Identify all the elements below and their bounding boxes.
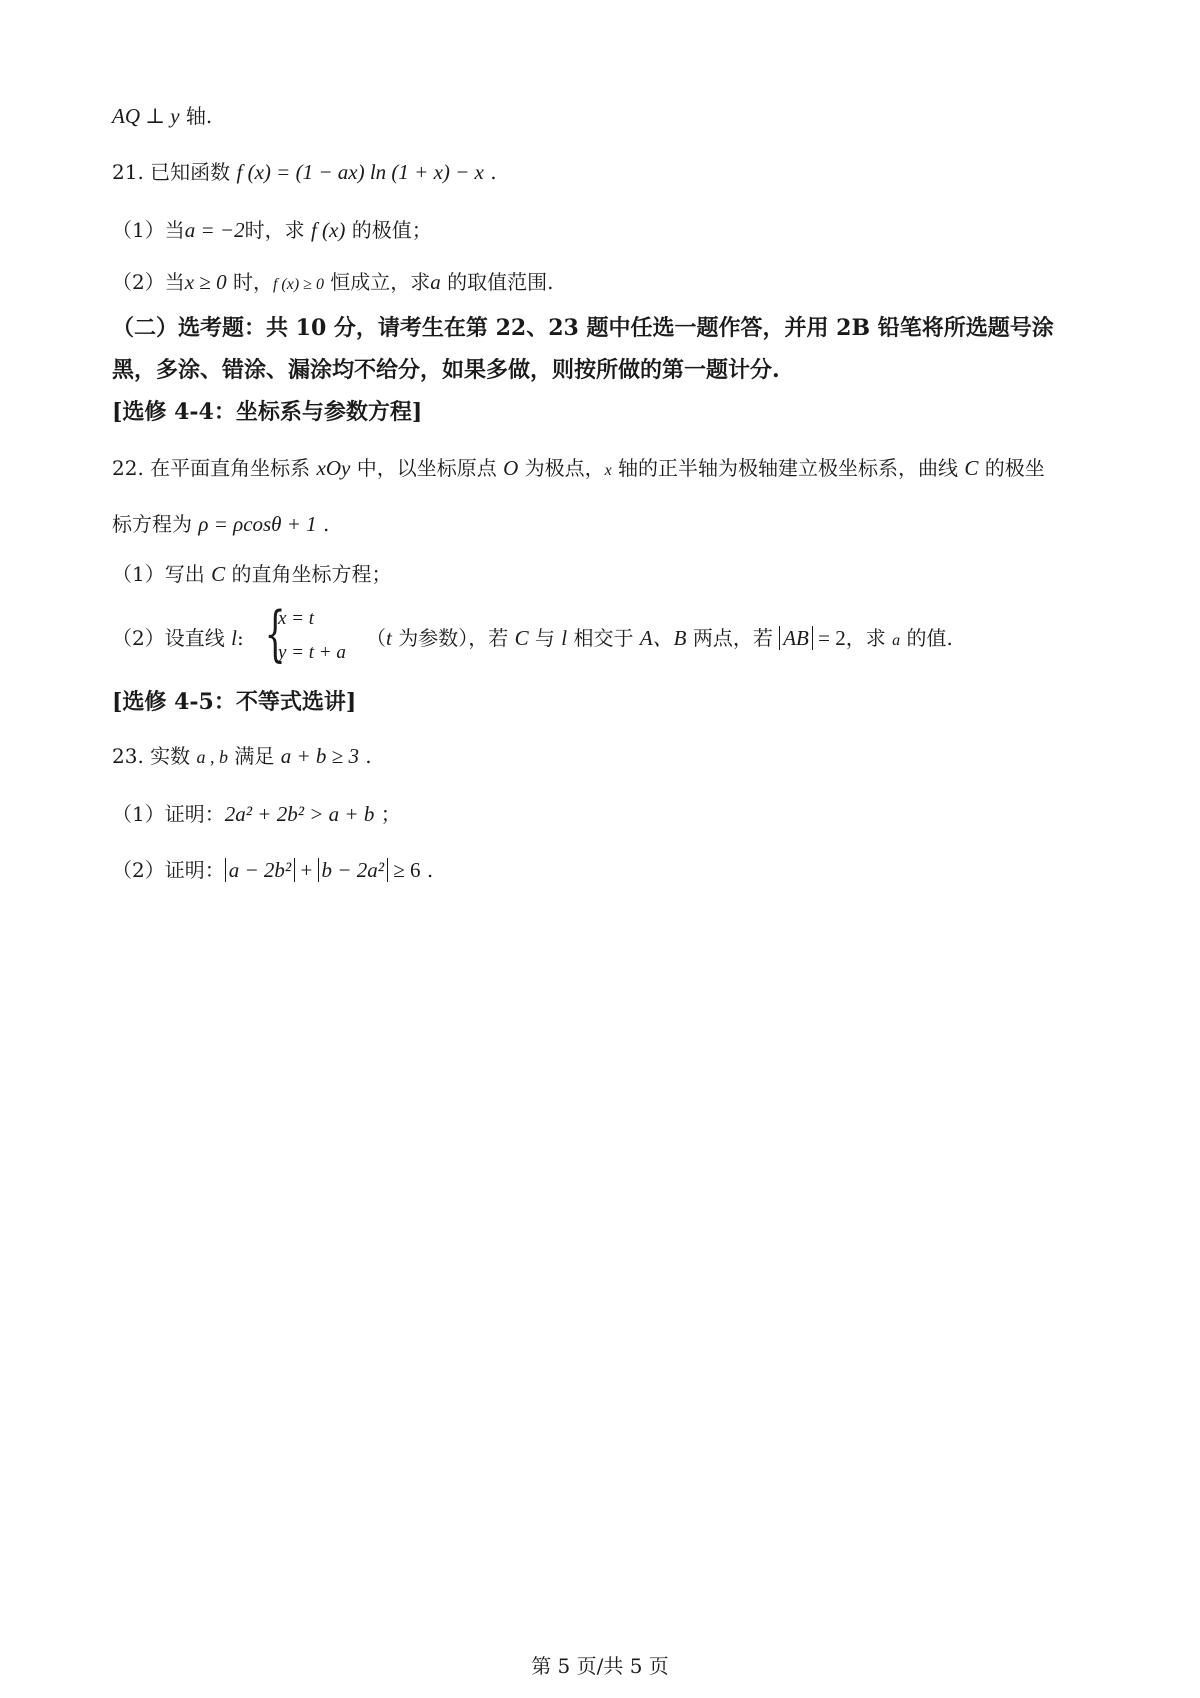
q22-t4: 的极坐 — [978, 456, 1045, 480]
q22-b-end: . — [316, 512, 330, 536]
q22-2-paren: （ — [366, 626, 386, 650]
q22-prefix: 22. 在平面直角坐标系 — [112, 456, 317, 480]
q21-2-condition: x ≥ 0 — [184, 270, 227, 294]
q22-2-t5: 两点，若 — [686, 626, 780, 650]
q22-t1: 中，以坐标原点 — [350, 456, 504, 480]
question-22-line1 — [112, 454, 1045, 485]
q22-2-t2: 为参数），若 — [391, 626, 515, 650]
q22-2-abs-ab: AB — [779, 626, 813, 650]
q21-2-mid: 时， — [226, 270, 273, 294]
line-aq-perp — [112, 102, 212, 130]
q22-2-eq: = 2 — [812, 626, 846, 650]
q23-2-end: . — [420, 858, 434, 882]
q22-2-rest — [366, 624, 953, 655]
q22-1-c: C — [211, 562, 226, 586]
q22-1-end: 的直角坐标方程； — [225, 562, 392, 586]
q22-2-t6: ，求 — [845, 626, 893, 650]
q21-function: f (x) = (1 − ax) ln (1 + x) − x — [236, 160, 484, 184]
q22-2-prefix: （2）设直线 — [112, 626, 232, 650]
q22-2-colon: : — [236, 626, 244, 650]
q23-1-end: ； — [374, 802, 401, 826]
q21-2-mid2: 恒成立，求 — [323, 270, 431, 294]
section-2-heading-line1: （二）选考题：共 10 分，请考生在第 22、23 题中任选一题作答，并用 2B 铅笔将所选题号涂 — [112, 315, 1054, 341]
q22-2-end: 的值. — [900, 626, 953, 650]
section-2-heading-line2: 黑，多涂、错涂、漏涂均不给分，如果多做，则按所做的第一题计分. — [112, 357, 780, 383]
q22-x: x — [604, 462, 612, 479]
q23-ab: a , b — [196, 747, 229, 767]
math-aq-perp-y: AQ ⊥ y — [112, 104, 180, 128]
q22-2-t: t — [386, 626, 392, 650]
q22-2-points: A、B — [639, 626, 687, 650]
q23-2-abs2: b − 2a² — [318, 858, 388, 882]
q21-2-prefix: （2）当 — [112, 270, 185, 294]
page-footer: 第 5 页/共 5 页 — [531, 1654, 669, 1678]
q22-polar-eq: ρ = ρcosθ + 1 — [198, 512, 317, 536]
q22-2-a: a — [892, 632, 901, 649]
q22-o: O — [503, 456, 519, 480]
q23-1-prefix: （1）证明： — [112, 802, 225, 826]
question-23-part1 — [112, 800, 401, 828]
q22-2-t4: 相交于 — [567, 626, 640, 650]
q23-end: . — [358, 744, 372, 768]
q23-2-tail: ≥ 6 — [388, 858, 421, 882]
q22-2-c: C — [514, 626, 529, 650]
q22-b-prefix: 标方程为 — [112, 512, 199, 536]
q23-prefix: 23. 实数 — [112, 744, 197, 768]
q22-xoy: xOy — [316, 456, 351, 480]
question-22-line2 — [112, 510, 329, 538]
question-23-part2 — [112, 856, 433, 884]
q21-1-end: 的极值； — [345, 218, 432, 242]
system-brace: { — [264, 599, 286, 669]
system-eq-2: y = t + a — [278, 642, 346, 663]
system-eq-1: x = t — [278, 608, 315, 629]
q22-2-t3: 与 — [528, 626, 562, 650]
question-23 — [112, 742, 372, 771]
q23-1-inequality: 2a² + 2b² > a + b — [224, 802, 375, 826]
q23-2-plus: + — [295, 858, 318, 882]
q21-1-prefix: （1）当 — [112, 218, 185, 242]
q21-2-fx: f (x) ≥ 0 — [272, 276, 324, 293]
q22-1-prefix: （1）写出 — [112, 562, 212, 586]
q21-label: 21. 已知函数 — [112, 160, 237, 184]
question-21-part1 — [112, 216, 432, 244]
q22-2-l: l — [231, 626, 237, 650]
elective-4-5-heading: [选修 4-5：不等式选讲] — [112, 689, 357, 715]
text-axis: 轴. — [179, 104, 213, 128]
q22-2-l2: l — [561, 626, 568, 650]
q22-2-lead — [112, 624, 244, 652]
q21-end: . — [483, 160, 497, 184]
q22-t2: 为极点， — [518, 456, 605, 480]
question-21-part2 — [112, 268, 554, 299]
question-21 — [112, 158, 497, 186]
elective-4-4-heading: [选修 4-4：坐标系与参数方程] — [112, 399, 423, 425]
q23-condition: a + b ≥ 3 — [280, 744, 359, 768]
q21-2-end: 的取值范围. — [440, 270, 554, 294]
q22-t3: 轴的正半轴为极轴建立极坐标系，曲线 — [611, 456, 965, 480]
q22-c: C — [964, 456, 979, 480]
q21-2-a: a — [430, 270, 441, 294]
q23-2-prefix: （2）证明： — [112, 858, 225, 882]
q21-1-fx: f (x) — [310, 218, 346, 242]
q23-2-abs1: a − 2b² — [225, 858, 295, 882]
q21-1-mid: 时，求 — [244, 218, 311, 242]
q21-1-condition: a = −2 — [184, 218, 245, 242]
question-22-part1 — [112, 560, 391, 588]
q23-t1: 满足 — [228, 744, 281, 768]
